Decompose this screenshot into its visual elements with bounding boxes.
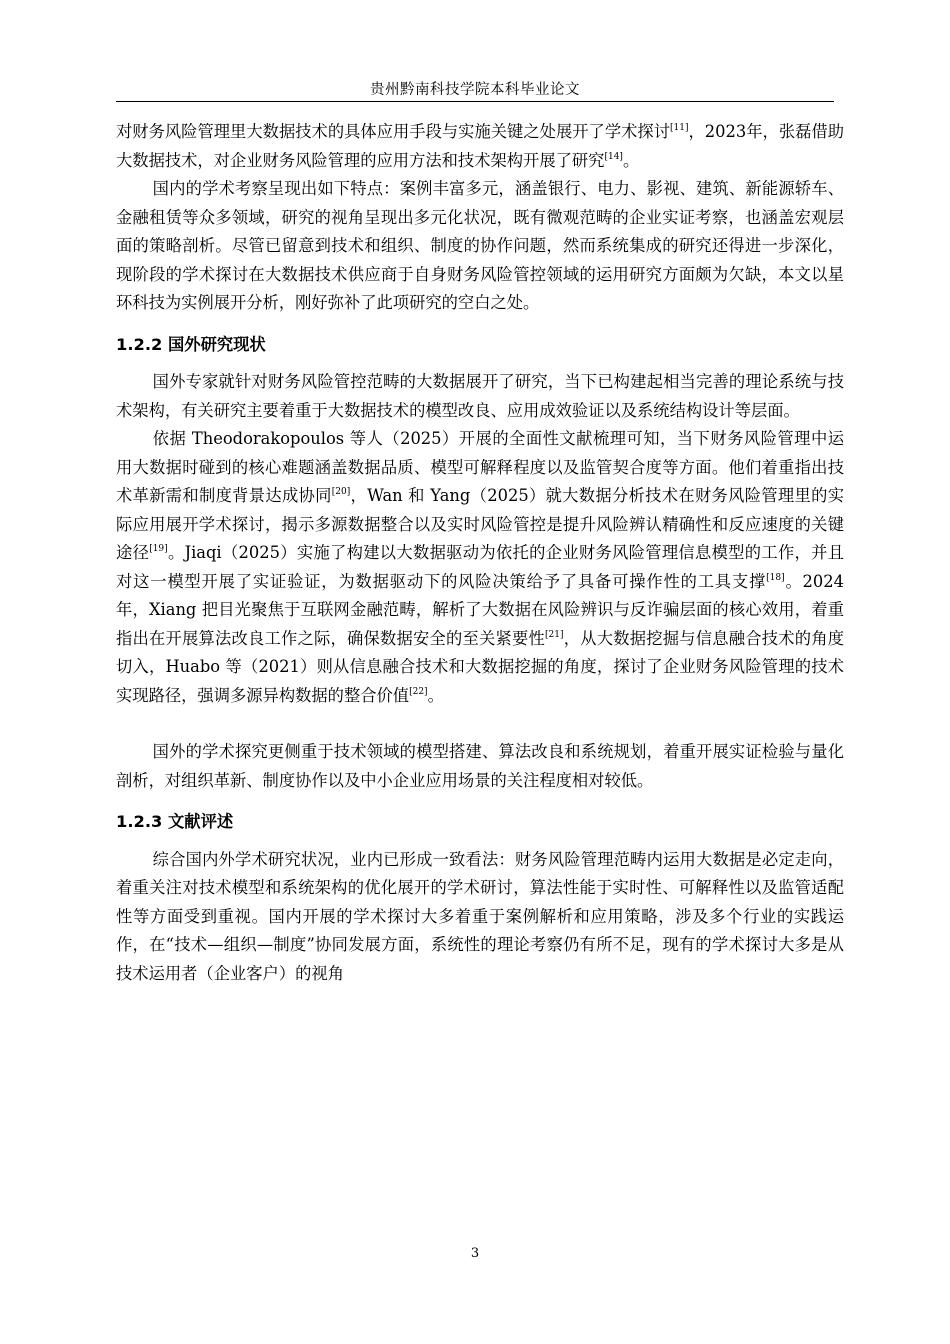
citation-ref: [11] <box>670 123 689 133</box>
page-number: 3 <box>470 1246 480 1261</box>
paragraph-foreign-summary: 国外的学术探究更侧重于技术领域的模型搭建、算法改良和系统规划，着重开展实证检验与量化剖析，对组织革新、制度协作以及中小企业应用场景的关注程度相对较低。 <box>116 742 844 790</box>
paragraph-continued <box>116 118 844 175</box>
section-heading-1-2-2: 1.2.2 国外研究现状 <box>116 334 266 354</box>
text-run: ，Wan 和 Yang（2025）就大数据分析技术在财务风险管理里的实际应用展开学术探讨，揭示多源数据整合以及实时风险管控是提升风险辨认精确性和反应速度的关键途径 <box>116 486 844 562</box>
text-run: 。 <box>427 685 444 705</box>
paragraph-domestic-summary: 国内的学术考察呈现出如下特点：案例丰富多元，涵盖银行、电力、影视、建筑、新能源轿车、金融租赁等众多领域，研究的视角呈现出多元化状况，既有微观范畴的企业实证考察，也涵盖宏观层面的策略剖析。尽管已留意到技术和组织、制度的协作问题，然而系统集成的研究还得进一步深化，现阶段的学术探讨在大数据技术供应商于自身财务风险管控领域的运用研究方面颇为欠缺，本文以星环科技为实例展开分析，刚好弥补了此项研究的空白之处。 <box>116 179 844 312</box>
header-rule <box>116 101 834 102</box>
text-run: 。2024 年，Xiang 把目光聚焦于互联网金融范畴，解析了大数据在风险辨识与反诈骗层面的核心效用，着重指出在开展算法改良工作之际，确保数据安全的至关紧要性 <box>116 571 844 648</box>
citation-ref: [20] <box>331 487 351 497</box>
citation-ref: [22] <box>409 686 428 697</box>
text-run: ，从大数据挖掘与信息融合技术的角度切入，Huabo 等（2021）则从信息融合技术和大数据挖掘的角度，探讨了企业财务风险管理的技术实现路径，强调多源异构数据的整合价值 <box>116 628 844 705</box>
citation-ref: [18] <box>766 572 785 583</box>
body-text <box>116 118 844 988</box>
text-run: 依据 Theodorakopoulos 等人（2025）开展的全面性文献梳理可知，当下财务风险管理中运用大数据时碰到的核心难题涵盖数据品质、模型可解释程度以及监管契合度等方面。他们着重指出技术革新需和制度背景达成协同 <box>116 429 844 505</box>
text-run: 。 <box>622 150 640 170</box>
text-run: 。Jiaqi（2025）实施了构建以大数据驱动为依托的企业财务风险管理信息模型的工作，并且对这一模型开展了实证验证，为数据驱动下的风险决策给予了具备可操作性的工具支撑 <box>116 543 844 591</box>
blank-line <box>116 710 844 738</box>
citation-ref: [19] <box>149 544 168 554</box>
paragraph-foreign-review <box>116 425 844 710</box>
paragraph-literature-review: 综合国内外学术研究状况，业内已形成一致看法：财务风险管理范畴内运用大数据是必定走向，着重关注对技术模型和系统架构的优化展开的学术研讨，算法性能于实时性、可解释性以及监管适配性等方面受到重视。国内开展的学术探讨大多着重于案例解析和应用策略，涉及多个行业的实践运作，在“技术—组织—制度”协同发展方面，系统性的理论考察仍有所不足，现有的学术探讨大多是从技术运用者（企业客户）的视角 <box>116 849 844 983</box>
citation-ref: [21] <box>545 629 564 640</box>
running-header: 贵州黔南科技学院本科毕业论文 <box>370 82 580 98</box>
section-heading-1-2-3: 1.2.3 文献评述 <box>116 812 234 831</box>
citation-ref: [14] <box>604 151 623 162</box>
paragraph-foreign-intro: 国外专家就针对财务风险管控范畴的大数据展开了研究，当下已构建起相当完善的理论系统与技术架构，有关研究主要着重于大数据技术的模型改良、应用成效验证以及系统结构设计等层面。 <box>116 372 844 420</box>
text-run: 对财务风险管理里大数据技术的具体应用手段与实施关键之处展开了学术探讨 <box>116 122 670 141</box>
text-run: ，2023年，张磊借助大数据技术，对企业财务风险管理的应用方法和技术架构开展了研究 <box>116 122 844 170</box>
